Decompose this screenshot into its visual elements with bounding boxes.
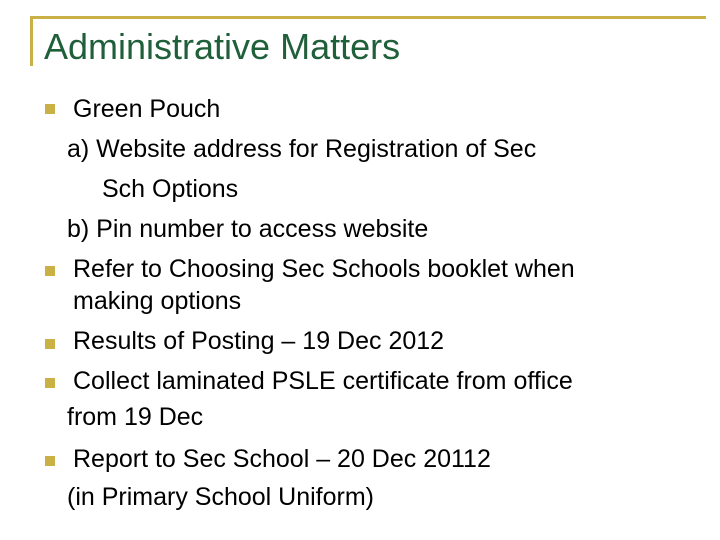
title-rule-top — [30, 16, 706, 19]
bullet-text-continuation: making options — [73, 287, 242, 315]
slide-title: Administrative Matters — [44, 26, 401, 67]
sub-item-text: a) Website address for Registration of Sec — [67, 135, 537, 163]
bullet-text-choosing-schools: Refer to Choosing Sec Schools booklet when — [73, 255, 575, 283]
bullet-text-continuation: from 19 Dec — [67, 403, 204, 431]
bullet-text-collect-certificate: Collect laminated PSLE certificate from office — [73, 367, 573, 395]
bullet-marker — [45, 378, 55, 388]
bullet-text-green-pouch: Green Pouch — [73, 95, 221, 123]
title-rule-left — [30, 16, 33, 66]
bullet-marker — [45, 339, 55, 349]
bullet-marker — [45, 104, 55, 114]
bullet-text-report: Report to Sec School – 20 Dec 20112 — [73, 445, 491, 473]
bullet-text-results: Results of Posting – 19 Dec 2012 — [73, 327, 445, 355]
sub-item-text: b) Pin number to access website — [67, 215, 429, 243]
bullet-marker — [45, 266, 55, 276]
bullet-marker — [45, 456, 55, 466]
sub-item-continuation: Sch Options — [102, 175, 239, 203]
bullet-text-continuation: (in Primary School Uniform) — [67, 483, 375, 511]
